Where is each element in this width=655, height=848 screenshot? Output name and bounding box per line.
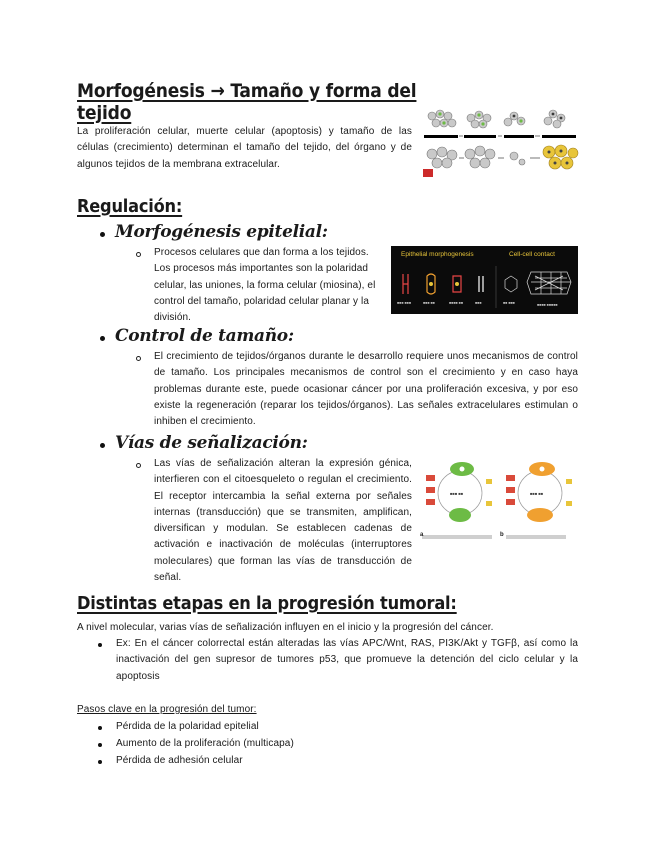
sub-bullet bbox=[136, 252, 141, 257]
svg-text:■■■: ■■■ bbox=[475, 301, 482, 305]
list-item: Pérdida de la polaridad epitelial bbox=[116, 721, 259, 732]
vias-heading: Vías de señalización: bbox=[115, 433, 308, 453]
morfogenesis-text: Procesos celulares que dan forma a los tejidos. Los procesos más importantes son la polaridad celular, las uniones, la forma celular (miosina), el control del tamaño, polaridad celular planar y la división. bbox=[154, 247, 376, 324]
sub-bullet bbox=[136, 356, 141, 361]
bullet-dot bbox=[100, 232, 105, 237]
cell-size-figure bbox=[422, 106, 580, 178]
bullet-dot bbox=[98, 760, 102, 764]
svg-text:■■ ■■■: ■■ ■■■ bbox=[503, 301, 515, 305]
figure-label-right: Cell-cell contact bbox=[509, 251, 555, 258]
svg-text:■■■ ■■: ■■■ ■■ bbox=[423, 301, 435, 305]
control-heading: Control de tamaño: bbox=[115, 326, 294, 346]
svg-text:■■■■ ■■: ■■■■ ■■ bbox=[449, 301, 464, 305]
figure-panel-b: b bbox=[500, 532, 504, 538]
epithelial-morphogenesis-figure bbox=[391, 246, 578, 314]
pasos-heading: Pasos clave en la progresión del tumor: bbox=[77, 704, 257, 715]
control-text: El crecimiento de tejidos/órganos durante le desarrollo requiere unos mecanismos de control de tamaño. Los principales mecanismos de control son el crecimiento y en caso haya problemas durante este, puede ocasionar cáncer por una proliferación excesiva, y por eso existe la regeneración (reparar los tejidos/órganos). Las señales extracelulares estimulan o inhiben el crecimiento. bbox=[154, 351, 578, 428]
regulacion-heading: Regulación: bbox=[77, 196, 183, 217]
etapas-heading: Distintas etapas en la progresión tumoral: bbox=[77, 593, 457, 614]
bullet-dot bbox=[98, 643, 102, 647]
bullet-dot bbox=[100, 443, 105, 448]
bullet-dot bbox=[98, 743, 102, 747]
svg-text:■■■■ ■■■■■: ■■■■ ■■■■■ bbox=[537, 303, 558, 307]
bullet-dot bbox=[100, 336, 105, 341]
figure-panel-a: a bbox=[420, 532, 424, 538]
intro-paragraph: La proliferación celular, muerte celular (apoptosis) y tamaño de las células (crecimiento) determinan el tamaño del tejido, del órgano y de algunos tejidos de la membrana extracelular. bbox=[77, 126, 412, 170]
list-item: Pérdida de adhesión celular bbox=[116, 755, 243, 766]
svg-text:■■■ ■■: ■■■ ■■ bbox=[450, 491, 464, 496]
page-title: Morfogénesis → Tamaño y forma del tejido bbox=[77, 80, 417, 124]
bullet-dot bbox=[98, 726, 102, 730]
list-item: Aumento de la proliferación (multicapa) bbox=[116, 738, 294, 749]
figure-label-left: Epithelial morphogenesis bbox=[401, 251, 474, 258]
morfogenesis-heading: Morfogénesis epitelial: bbox=[115, 222, 328, 242]
etapas-intro: A nivel molecular, varias vías de señalización influyen en el inicio y la progresión del cáncer. bbox=[77, 622, 494, 633]
etapas-example: Ex: En el cáncer colorrectal están alteradas las vías APC/Wnt, RAS, PI3K/Akt y TGFβ, así como la inactivación del gen supresor de tumores p53, que promueve la detención del ciclo celular y la apoptosis bbox=[116, 638, 578, 682]
signaling-pathway-figure bbox=[420, 457, 580, 544]
sub-bullet bbox=[136, 463, 141, 468]
vias-text: Las vías de señalización alteran la expresión génica, interfieren con el citoesqueleto o regulan el crecimiento. El receptor intercambia la señal externa por señales internas (transducción) que se transmiten, amplifican, diversifican y modulan. Se establecen cadenas de activación e inactivación de moléculas (interruptores moleculares) que forman las vías de transducción de señal. bbox=[154, 458, 412, 584]
svg-text:■■■ ■■: ■■■ ■■ bbox=[530, 491, 544, 496]
svg-text:■■■ ■■■: ■■■ ■■■ bbox=[397, 301, 412, 305]
